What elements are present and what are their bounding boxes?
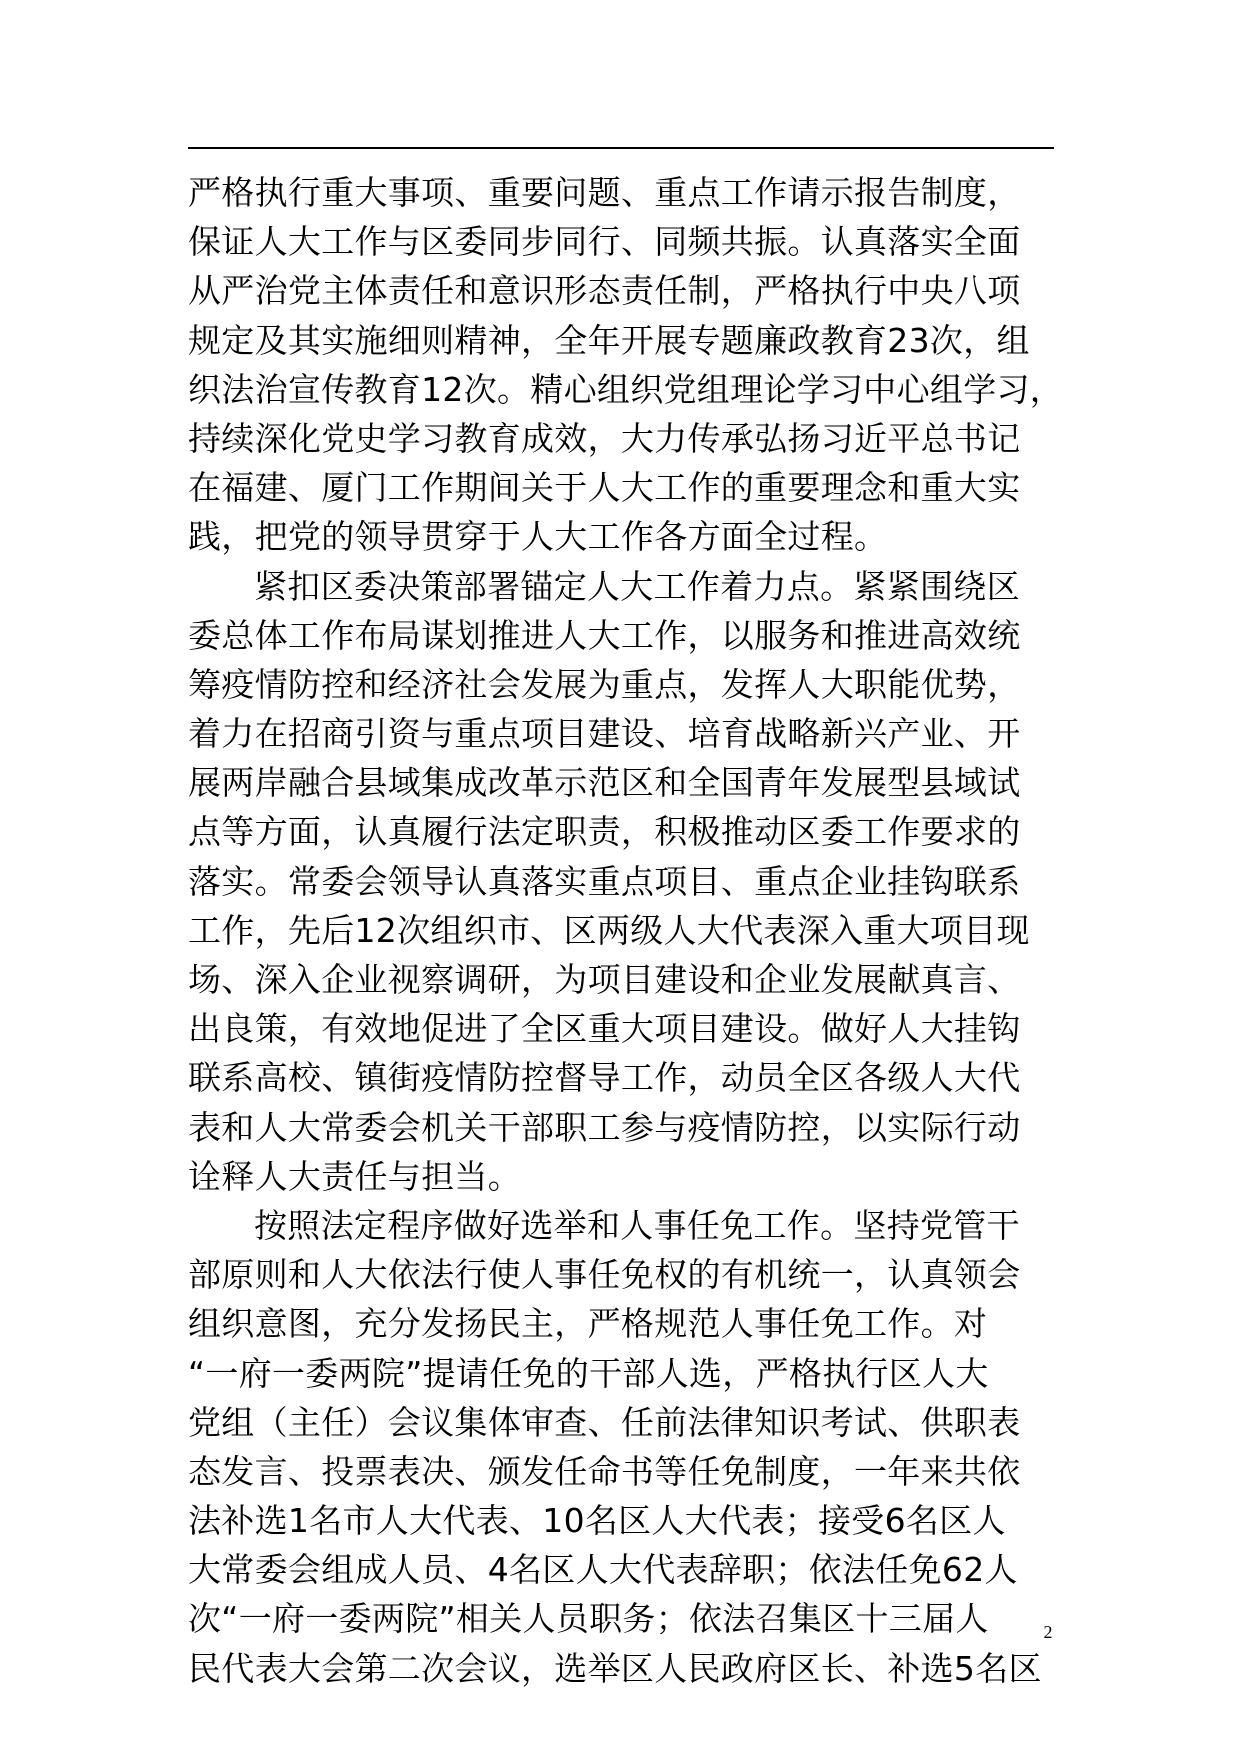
- text-line: 保证人大工作与区委同步同行、同频共振。认真落实全面: [188, 222, 1021, 262]
- text-line: 出良策，有效地促进了全区重大项目建设。做好人大挂钩: [188, 1009, 1021, 1049]
- text-line: 大常委会组成人员、4名区人大代表辞职；依法任免62人: [188, 1550, 1018, 1590]
- text-line: 部原则和人大依法行使人事任免权的有机统一，认真领会: [188, 1255, 1021, 1295]
- text-line: 工作，先后12次组织市、区两级人大代表深入重大项目现: [188, 910, 1030, 950]
- page-number: 2: [1043, 1622, 1053, 1642]
- text-line: 委总体工作布局谋划推进人大工作，以服务和推进高效统: [188, 615, 1021, 655]
- text-line: “一府一委两院”提请任免的干部人选，严格执行区人大: [188, 1353, 989, 1393]
- text-line: 落实。常委会领导认真落实重点项目、重点企业挂钩联系: [188, 861, 1021, 901]
- text-line: 从严治党主体责任和意识形态责任制，严格执行中央八项: [188, 271, 1021, 311]
- text-line: 民代表大会第二次会议，选举区人民政府区长、补选5名区: [188, 1648, 1042, 1688]
- text-line: 持续深化党史学习教育成效，大力传承弘扬习近平总书记: [188, 418, 1021, 458]
- text-line: 点等方面，认真履行法定职责，积极推动区委工作要求的: [188, 812, 1021, 852]
- text-line: 联系高校、镇街疫情防控督导工作，动员全区各级人大代: [188, 1058, 1021, 1098]
- paragraph-start-line: 按照法定程序做好选举和人事任免工作。坚持党管干: [254, 1205, 1020, 1245]
- header-rule: [188, 147, 1054, 149]
- text-line: 态发言、投票表决、颁发任命书等任免制度，一年来共依: [188, 1451, 1021, 1491]
- text-line: 次“一府一委两院”相关人员职务；依法召集区十三届人: [188, 1599, 989, 1639]
- text-line: 表和人大常委会机关干部职工参与疫情防控，以实际行动: [188, 1107, 1021, 1147]
- document-body: [188, 168, 1064, 1693]
- text-line: 筹疫情防控和经济社会发展为重点，发挥人大职能优势，: [188, 664, 1021, 704]
- text-line: 践，把党的领导贯穿于人大工作各方面全过程。: [188, 517, 888, 557]
- text-line: 场、深入企业视察调研，为项目建设和企业发展献真言、: [188, 960, 1021, 999]
- text-line: 展两岸融合县域集成改革示范区和全国青年发展型县域试: [188, 763, 1021, 803]
- text-line: 法补选1名市人大代表、10名区人大代表；接受6名区人: [188, 1501, 1006, 1541]
- text-line: 组织意图，充分发扬民主，严格规范人事任免工作。对: [188, 1304, 988, 1344]
- text-line: 着力在招商引资与重点项目建设、培育战略新兴产业、开: [188, 714, 1021, 754]
- text-line: 织法治宣传教育12次。精心组织党组理论学习中心组学习，: [188, 369, 1064, 409]
- paragraph-start-line: 紧扣区委决策部署锚定人大工作着力点。紧紧围绕区: [254, 566, 1020, 606]
- text-line: 诠释人大责任与担当。: [188, 1156, 521, 1196]
- text-line: 在福建、厦门工作期间关于人大工作的重要理念和重大实: [188, 468, 1021, 508]
- text-line: 规定及其实施细则精神，全年开展专题廉政教育23次，组: [188, 320, 1030, 360]
- text-line: 严格执行重大事项、重要问题、重点工作请示报告制度，: [188, 173, 1021, 212]
- text-line: 党组（主任）会议集体审查、任前法律知识考试、供职表: [188, 1402, 1021, 1442]
